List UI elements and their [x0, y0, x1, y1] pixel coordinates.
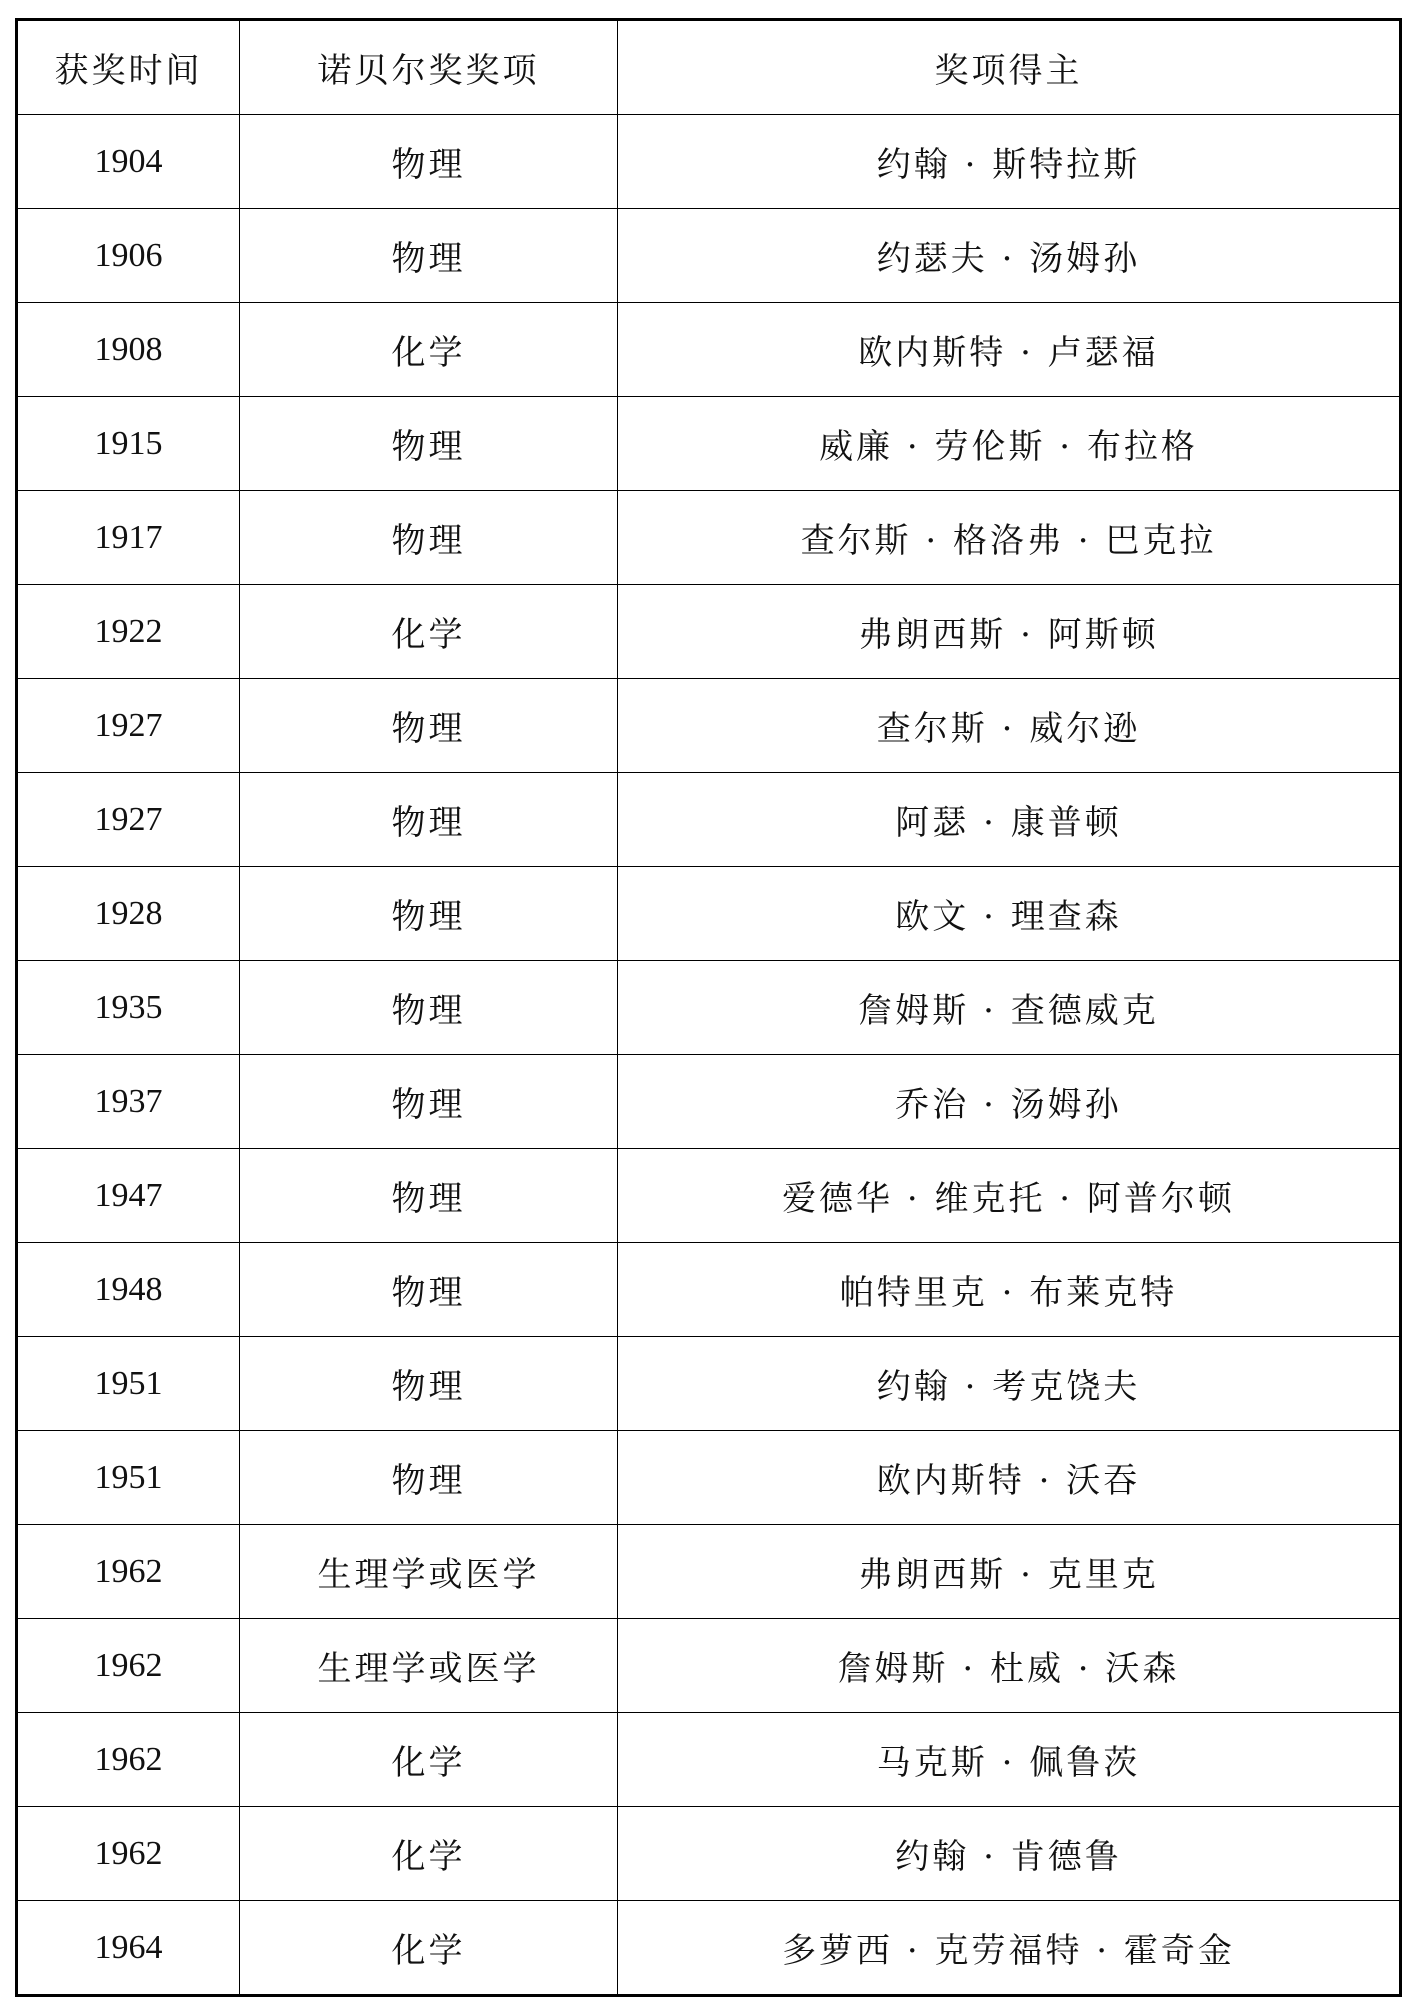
table-row — [17, 1149, 1401, 1243]
table-row — [17, 1243, 1401, 1337]
table-row — [17, 303, 1401, 397]
laureate-cell: 多萝西 · 克劳福特 · 霍奇金 — [618, 1901, 1401, 1996]
table-row — [17, 773, 1401, 867]
year-cell: 1928 — [17, 867, 240, 961]
category-cell: 物理 — [240, 1431, 618, 1525]
laureate-cell: 帕特里克 · 布莱克特 — [618, 1243, 1401, 1337]
year-cell: 1906 — [17, 209, 240, 303]
year-cell: 1964 — [17, 1901, 240, 1996]
category-cell: 物理 — [240, 397, 618, 491]
laureate-cell: 查尔斯 · 威尔逊 — [618, 679, 1401, 773]
table-body — [17, 115, 1401, 1996]
year-cell: 1937 — [17, 1055, 240, 1149]
category-cell: 物理 — [240, 115, 618, 209]
year-cell: 1908 — [17, 303, 240, 397]
year-cell: 1904 — [17, 115, 240, 209]
laureate-cell: 约翰 · 斯特拉斯 — [618, 115, 1401, 209]
table-header-row — [17, 20, 1401, 115]
year-cell: 1927 — [17, 679, 240, 773]
table-row — [17, 397, 1401, 491]
table-row — [17, 867, 1401, 961]
category-cell: 物理 — [240, 1149, 618, 1243]
year-cell: 1935 — [17, 961, 240, 1055]
laureate-cell: 乔治 · 汤姆孙 — [618, 1055, 1401, 1149]
category-cell: 化学 — [240, 1901, 618, 1996]
laureate-cell: 詹姆斯 · 杜威 · 沃森 — [618, 1619, 1401, 1713]
header-laureate: 奖项得主 — [618, 20, 1401, 115]
category-cell: 物理 — [240, 1055, 618, 1149]
category-cell: 化学 — [240, 1713, 618, 1807]
nobel-laureates-table — [15, 18, 1402, 1997]
laureate-cell: 弗朗西斯 · 阿斯顿 — [618, 585, 1401, 679]
table-row — [17, 1807, 1401, 1901]
year-cell: 1922 — [17, 585, 240, 679]
year-cell: 1948 — [17, 1243, 240, 1337]
year-cell: 1917 — [17, 491, 240, 585]
category-cell: 物理 — [240, 209, 618, 303]
laureate-cell: 弗朗西斯 · 克里克 — [618, 1525, 1401, 1619]
laureate-cell: 约翰 · 肯德鲁 — [618, 1807, 1401, 1901]
year-cell: 1962 — [17, 1713, 240, 1807]
laureate-cell: 威廉 · 劳伦斯 · 布拉格 — [618, 397, 1401, 491]
table-row — [17, 1431, 1401, 1525]
year-cell: 1951 — [17, 1337, 240, 1431]
category-cell: 化学 — [240, 585, 618, 679]
header-nobel-category: 诺贝尔奖奖项 — [240, 20, 618, 115]
laureate-cell: 马克斯 · 佩鲁茨 — [618, 1713, 1401, 1807]
table-row — [17, 1713, 1401, 1807]
category-cell: 生理学或医学 — [240, 1525, 618, 1619]
category-cell: 物理 — [240, 1243, 618, 1337]
laureate-cell: 詹姆斯 · 查德威克 — [618, 961, 1401, 1055]
year-cell: 1947 — [17, 1149, 240, 1243]
year-cell: 1951 — [17, 1431, 240, 1525]
category-cell: 物理 — [240, 679, 618, 773]
table-row — [17, 115, 1401, 209]
category-cell: 物理 — [240, 867, 618, 961]
category-cell: 物理 — [240, 1337, 618, 1431]
year-cell: 1962 — [17, 1619, 240, 1713]
table-row — [17, 679, 1401, 773]
table-row — [17, 961, 1401, 1055]
laureate-cell: 爱德华 · 维克托 · 阿普尔顿 — [618, 1149, 1401, 1243]
table-row — [17, 1055, 1401, 1149]
year-cell: 1927 — [17, 773, 240, 867]
header-award-year: 获奖时间 — [17, 20, 240, 115]
table-row — [17, 1337, 1401, 1431]
laureate-cell: 约瑟夫 · 汤姆孙 — [618, 209, 1401, 303]
table-row — [17, 1619, 1401, 1713]
laureate-cell: 查尔斯 · 格洛弗 · 巴克拉 — [618, 491, 1401, 585]
year-cell: 1962 — [17, 1525, 240, 1619]
year-cell: 1962 — [17, 1807, 240, 1901]
category-cell: 化学 — [240, 303, 618, 397]
category-cell: 物理 — [240, 773, 618, 867]
table-row — [17, 1525, 1401, 1619]
year-cell: 1915 — [17, 397, 240, 491]
table-row — [17, 1901, 1401, 1996]
category-cell: 物理 — [240, 961, 618, 1055]
laureate-cell: 阿瑟 · 康普顿 — [618, 773, 1401, 867]
category-cell: 生理学或医学 — [240, 1619, 618, 1713]
category-cell: 化学 — [240, 1807, 618, 1901]
laureate-cell: 欧内斯特 · 沃吞 — [618, 1431, 1401, 1525]
category-cell: 物理 — [240, 491, 618, 585]
table-row — [17, 209, 1401, 303]
laureate-cell: 欧内斯特 · 卢瑟福 — [618, 303, 1401, 397]
table-row — [17, 585, 1401, 679]
laureate-cell: 欧文 · 理查森 — [618, 867, 1401, 961]
laureate-cell: 约翰 · 考克饶夫 — [618, 1337, 1401, 1431]
table-row — [17, 491, 1401, 585]
